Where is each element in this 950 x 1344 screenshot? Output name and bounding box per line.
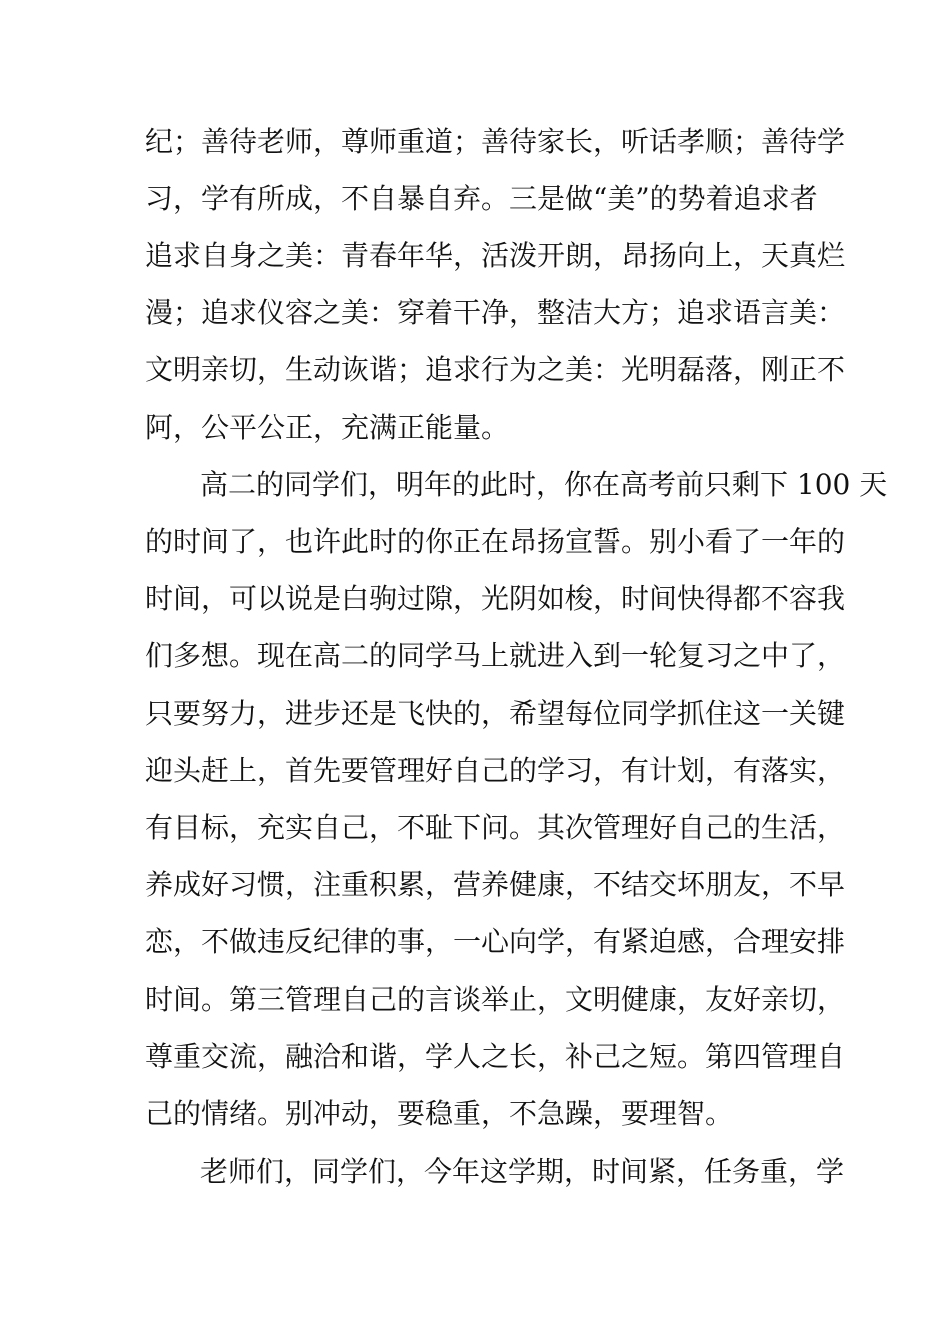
text-line: 养成好习惯，注重积累，营养健康，不结交坏朋友，不早 [145, 868, 846, 901]
text-line: 们多想。现在高二的同学马上就进入到一轮复习之中了， [145, 639, 846, 672]
text-line: 阿，公平公正，充满正能量。 [145, 411, 510, 444]
text-line: 漫；追求仪容之美：穿着干净，整洁大方；追求语言美： [145, 296, 846, 329]
text-line: 时间，可以说是白驹过隙，光阴如梭，时间快得都不容我 [145, 582, 846, 615]
text-line: 习，学有所成，不自暴自弃。三是做“美”的势着追求者 [145, 182, 818, 215]
text-line: 尊重交流，融洽和谐，学人之长，补己之短。第四管理自 [145, 1040, 846, 1073]
text-line: 文明亲切，生动诙谐；追求行为之美：光明磊落，刚正不 [145, 353, 846, 386]
text-line: 纪；善待老师，尊师重道；善待家长，听话孝顺；善待学 [145, 125, 846, 158]
text-line: 有目标，充实自己，不耻下问。其次管理好自己的生活， [145, 811, 846, 844]
text-line: 的时间了，也许此时的你正在昂扬宣誓。别小看了一年的 [145, 525, 846, 558]
text-line: 追求自身之美：青春年华，活泼开朗，昂扬向上，天真烂 [145, 239, 846, 272]
paragraph-first-line: 高二的同学们，明年的此时，你在高考前只剩下 100 天 [200, 468, 888, 501]
text-line: 只要努力，进步还是飞快的，希望每位同学抓住这一关键 [145, 697, 846, 730]
paragraph-first-line: 老师们，同学们，今年这学期，时间紧，任务重，学 [200, 1155, 845, 1188]
text-line: 迎头赶上，首先要管理好自己的学习，有计划，有落实， [145, 754, 846, 787]
text-line: 己的情绪。别冲动，要稳重，不急躁，要理智。 [145, 1097, 734, 1130]
text-line: 恋，不做违反纪律的事，一心向学，有紧迫感，合理安排 [145, 925, 846, 958]
text-line: 时间。第三管理自己的言谈举止，文明健康，友好亲切， [145, 983, 846, 1016]
